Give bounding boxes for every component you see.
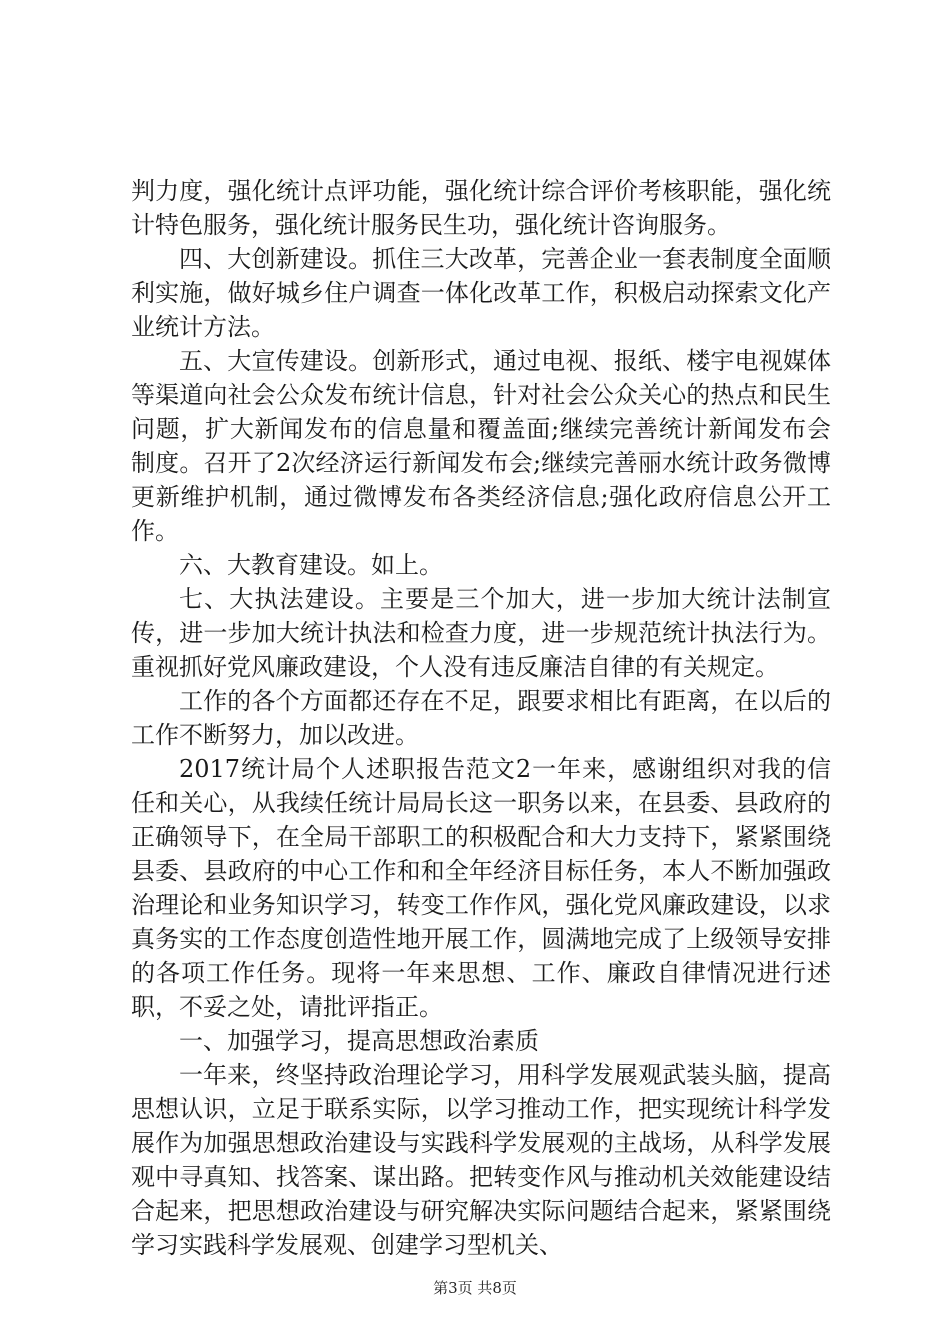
paragraph-report-intro: 2017统计局个人述职报告范文2一年来，感谢组织对我的信任和关心，从我续任统计局局长这一职务以来，在县委、县政府的正确领导下，在全局干部职工的积极配合和大力支持下，紧紧围绕县委、县政府的中心工作和和全年经济目标任务，本人不断加强政治理论和业务知识学习，转变工作作风，强化党风廉政建设，以求真务实的工作态度创造性地开展工作，圆满地完成了上级领导安排的各项工作任务。现将一年来思想、工作、廉政自律情况进行述职，不妥之处，请批评指正。 — [131, 755, 831, 1021]
paragraph-continued: 判力度，强化统计点评功能，强化统计综合评价考核职能，强化统计特色服务，强化统计服务民生功，强化统计咨询服务。 — [131, 177, 831, 239]
paragraph-law-enforcement: 七、大执法建设。主要是三个加大，进一步加大统计法制宣传，进一步加大统计执法和检查力度，进一步规范统计执法行为。重视抓好党风廉政建设，个人没有违反廉洁自律的有关规定。 — [131, 585, 831, 681]
document-body — [131, 174, 831, 1262]
paragraph-study: 一年来，终坚持政治理论学习，用科学发展观武装头脑，提高思想认识，立足于联系实际，以学习推动工作，把实现统计科学发展作为加强思想政治建设与实践科学发展观的主战场，从科学发展观中寻真知、找答案、谋出路。把转变作风与推动机关效能建设结合起来，把思想政治建设与研究解决实际问题结合起来，紧紧围绕学习实践科学发展观、创建学习型机关、 — [131, 1061, 831, 1259]
paragraph-education: 六、大教育建设。如上。 — [179, 551, 443, 579]
paragraph-publicity: 五、大宣传建设。创新形式，通过电视、报纸、楼宇电视媒体等渠道向社会公众发布统计信息，针对社会公众关心的热点和民生问题，扩大新闻发布的信息量和覆盖面;继续完善统计新闻发布会制度。召开了2次经济运行新闻发布会;继续完善丽水统计政务微博更新维护机制，通过微博发布各类经济信息;强化政府信息公开工作。 — [131, 347, 831, 545]
paragraph-shortcomings: 工作的各个方面都还存在不足，跟要求相比有距离，在以后的工作不断努力，加以改进。 — [131, 687, 831, 749]
paragraph-innovation: 四、大创新建设。抓住三大改革，完善企业一套表制度全面顺利实施，做好城乡住户调查一体化改革工作，积极启动探索文化产业统计方法。 — [131, 245, 831, 341]
page-footer: 第3页 共8页 — [433, 1279, 517, 1297]
section-heading-study: 一、加强学习，提高思想政治素质 — [179, 1027, 539, 1055]
